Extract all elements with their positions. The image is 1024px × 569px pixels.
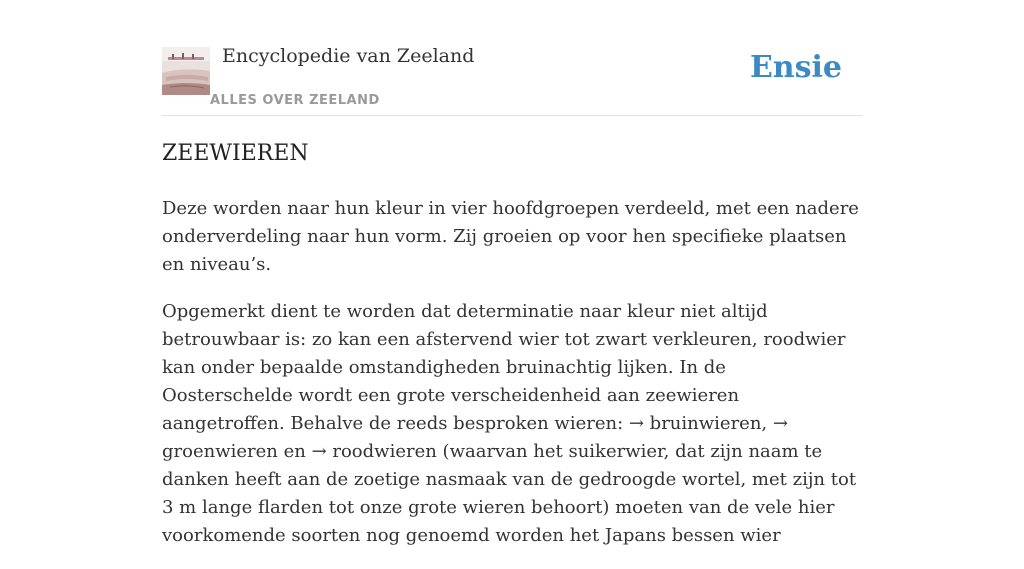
article-paragraph: Opgemerkt dient te worden dat determinatie naar kleur niet altijd betrouwbaar is: zo kan een afstervend wier tot zwart verkleuren, roodwier kan onder bepaalde omstandigheden bruinachtig lijken. In de Oosterschelde wordt een grote verscheidenheid aan zeewieren aangetroffen. Behalve de reeds besproken wieren: → bruinwieren, → groenwieren en → roodwieren (waarvan het suikerwier, dat zijn naam te danken heeft aan de zoetige nasmaak van de gedroogde wortel, met zijn tot 3 m lange flarden tot onze grote wieren behoort) moeten van de vele hier voorkomende soorten nog genoemd worden het Japans bessen wier — [162, 301, 857, 546]
site-avatar[interactable] — [162, 47, 210, 95]
article-paragraph: Deze worden naar hun kleur in vier hoofdgroepen verdeeld, met een nadere onderverdeling naar hun vorm. Zij groeien op voor hen specifieke plaatsen en niveau’s. — [162, 198, 859, 275]
brand-logo[interactable]: Ensie — [749, 50, 842, 85]
article-title: ZEEWIEREN — [162, 141, 309, 166]
site-tagline: ALLES OVER ZEELAND — [210, 93, 380, 108]
avatar-image — [162, 47, 210, 95]
article-content — [162, 138, 862, 569]
site-title[interactable]: Encyclopedie van Zeeland — [222, 45, 475, 67]
site-header — [162, 0, 862, 116]
